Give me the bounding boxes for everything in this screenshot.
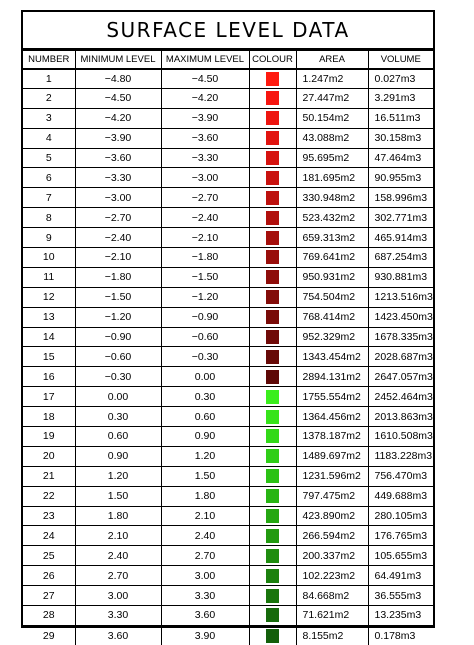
row-number: 26: [23, 566, 75, 586]
minimum-level: −3.90: [75, 128, 161, 148]
row-number: 10: [23, 248, 75, 268]
volume-value: 0.027m3: [368, 69, 433, 89]
colour-cell: [249, 546, 296, 566]
colour-cell: [249, 128, 296, 148]
maximum-level: 0.30: [161, 387, 249, 407]
table-row: [23, 486, 433, 506]
area-value: 754.504m2: [296, 287, 368, 307]
maximum-level: −3.00: [161, 168, 249, 188]
colour-cell: [249, 248, 296, 268]
colour-swatch: [266, 91, 279, 105]
colour-cell: [249, 606, 296, 626]
colour-swatch: [266, 111, 279, 125]
row-number: 7: [23, 188, 75, 208]
minimum-level: −3.30: [75, 168, 161, 188]
area-value: 200.337m2: [296, 546, 368, 566]
header-row: [23, 51, 433, 69]
minimum-level: 3.60: [75, 625, 161, 645]
row-number: 16: [23, 367, 75, 387]
data-table: [23, 50, 433, 645]
colour-cell: [249, 427, 296, 447]
surface-level-table: [21, 10, 435, 628]
colour-cell: [249, 347, 296, 367]
table-row: [23, 446, 433, 466]
row-number: 18: [23, 407, 75, 427]
colour-cell: [249, 526, 296, 546]
row-number: 15: [23, 347, 75, 367]
volume-value: 105.655m3: [368, 546, 433, 566]
volume-value: 465.914m3: [368, 228, 433, 248]
row-number: 1: [23, 69, 75, 89]
area-value: 330.948m2: [296, 188, 368, 208]
colour-cell: [249, 287, 296, 307]
maximum-level: 3.00: [161, 566, 249, 586]
volume-value: 1183.228m3: [368, 446, 433, 466]
maximum-level: −3.90: [161, 108, 249, 128]
row-number: 9: [23, 228, 75, 248]
row-number: 11: [23, 267, 75, 287]
volume-value: 280.105m3: [368, 506, 433, 526]
colour-swatch: [266, 390, 279, 404]
maximum-level: −1.50: [161, 267, 249, 287]
colour-swatch: [266, 569, 279, 583]
colour-swatch: [266, 608, 279, 622]
table-row: [23, 367, 433, 387]
row-number: 27: [23, 586, 75, 606]
minimum-level: −4.50: [75, 88, 161, 108]
area-value: 1364.456m2: [296, 407, 368, 427]
row-number: 5: [23, 148, 75, 168]
header-volume: VOLUME: [368, 51, 433, 69]
colour-swatch: [266, 171, 279, 185]
colour-swatch: [266, 310, 279, 324]
table-row: [23, 168, 433, 188]
colour-cell: [249, 566, 296, 586]
row-number: 3: [23, 108, 75, 128]
maximum-level: 3.90: [161, 625, 249, 645]
colour-cell: [249, 228, 296, 248]
volume-value: 2452.464m3: [368, 387, 433, 407]
table-row: [23, 69, 433, 89]
table-row: [23, 625, 433, 645]
area-value: 84.668m2: [296, 586, 368, 606]
header-area: AREA: [296, 51, 368, 69]
colour-swatch: [266, 549, 279, 563]
area-value: 1755.554m2: [296, 387, 368, 407]
row-number: 20: [23, 446, 75, 466]
volume-value: 687.254m3: [368, 248, 433, 268]
row-number: 22: [23, 486, 75, 506]
area-value: 1.247m2: [296, 69, 368, 89]
area-value: 950.931m2: [296, 267, 368, 287]
maximum-level: −1.80: [161, 248, 249, 268]
area-value: 102.223m2: [296, 566, 368, 586]
volume-value: 47.464m3: [368, 148, 433, 168]
maximum-level: 0.00: [161, 367, 249, 387]
volume-value: 90.955m3: [368, 168, 433, 188]
header-number: NUMBER: [23, 51, 75, 69]
colour-cell: [249, 407, 296, 427]
maximum-level: −3.60: [161, 128, 249, 148]
volume-value: 0.178m3: [368, 625, 433, 645]
area-value: 1489.697m2: [296, 446, 368, 466]
minimum-level: −1.20: [75, 307, 161, 327]
maximum-level: −4.50: [161, 69, 249, 89]
minimum-level: −1.80: [75, 267, 161, 287]
maximum-level: 2.40: [161, 526, 249, 546]
colour-swatch: [266, 350, 279, 364]
maximum-level: 2.10: [161, 506, 249, 526]
maximum-level: 0.60: [161, 407, 249, 427]
row-number: 12: [23, 287, 75, 307]
minimum-level: −2.40: [75, 228, 161, 248]
row-number: 6: [23, 168, 75, 188]
volume-value: 2028.687m3: [368, 347, 433, 367]
minimum-level: −2.10: [75, 248, 161, 268]
row-number: 14: [23, 327, 75, 347]
minimum-level: 0.00: [75, 387, 161, 407]
colour-cell: [249, 208, 296, 228]
minimum-level: −4.20: [75, 108, 161, 128]
table-row: [23, 586, 433, 606]
maximum-level: −4.20: [161, 88, 249, 108]
area-value: 769.641m2: [296, 248, 368, 268]
colour-swatch: [266, 270, 279, 284]
minimum-level: 3.00: [75, 586, 161, 606]
table-row: [23, 427, 433, 447]
maximum-level: 0.90: [161, 427, 249, 447]
table-row: [23, 606, 433, 626]
maximum-level: −0.90: [161, 307, 249, 327]
colour-cell: [249, 108, 296, 128]
volume-value: 449.688m3: [368, 486, 433, 506]
minimum-level: −1.50: [75, 287, 161, 307]
table-row: [23, 128, 433, 148]
maximum-level: 2.70: [161, 546, 249, 566]
minimum-level: 0.30: [75, 407, 161, 427]
volume-value: 756.470m3: [368, 466, 433, 486]
minimum-level: −4.80: [75, 69, 161, 89]
colour-cell: [249, 148, 296, 168]
minimum-level: −3.60: [75, 148, 161, 168]
table-row: [23, 108, 433, 128]
colour-swatch: [266, 211, 279, 225]
volume-value: 2647.057m3: [368, 367, 433, 387]
colour-swatch: [266, 191, 279, 205]
minimum-level: 2.70: [75, 566, 161, 586]
colour-swatch: [266, 330, 279, 344]
table-row: [23, 546, 433, 566]
colour-swatch: [266, 429, 279, 443]
colour-cell: [249, 387, 296, 407]
maximum-level: −0.30: [161, 347, 249, 367]
area-value: 50.154m2: [296, 108, 368, 128]
volume-value: 158.996m3: [368, 188, 433, 208]
row-number: 17: [23, 387, 75, 407]
maximum-level: −3.30: [161, 148, 249, 168]
minimum-level: −0.60: [75, 347, 161, 367]
area-value: 523.432m2: [296, 208, 368, 228]
minimum-level: 2.10: [75, 526, 161, 546]
table-row: [23, 506, 433, 526]
header-minimum-level: MINIMUM LEVEL: [75, 51, 161, 69]
volume-value: 2013.863m3: [368, 407, 433, 427]
maximum-level: 1.50: [161, 466, 249, 486]
volume-value: 1678.335m3: [368, 327, 433, 347]
row-number: 28: [23, 606, 75, 626]
colour-swatch: [266, 469, 279, 483]
colour-swatch: [266, 489, 279, 503]
colour-swatch: [266, 151, 279, 165]
row-number: 24: [23, 526, 75, 546]
volume-value: 1213.516m3: [368, 287, 433, 307]
row-number: 2: [23, 88, 75, 108]
table-row: [23, 228, 433, 248]
maximum-level: 1.80: [161, 486, 249, 506]
minimum-level: 2.40: [75, 546, 161, 566]
volume-value: 64.491m3: [368, 566, 433, 586]
table-row: [23, 248, 433, 268]
colour-swatch: [266, 231, 279, 245]
area-value: 1231.596m2: [296, 466, 368, 486]
table-row: [23, 148, 433, 168]
colour-swatch: [266, 131, 279, 145]
row-number: 21: [23, 466, 75, 486]
row-number: 4: [23, 128, 75, 148]
table-row: [23, 466, 433, 486]
area-value: 1378.187m2: [296, 427, 368, 447]
area-value: 27.447m2: [296, 88, 368, 108]
table-row: [23, 267, 433, 287]
maximum-level: −2.10: [161, 228, 249, 248]
row-number: 29: [23, 625, 75, 645]
colour-cell: [249, 88, 296, 108]
volume-value: 13.235m3: [368, 606, 433, 626]
area-value: 95.695m2: [296, 148, 368, 168]
colour-swatch: [266, 290, 279, 304]
area-value: 423.890m2: [296, 506, 368, 526]
colour-cell: [249, 69, 296, 89]
table-row: [23, 347, 433, 367]
area-value: 768.414m2: [296, 307, 368, 327]
colour-swatch: [266, 370, 279, 384]
area-value: 659.313m2: [296, 228, 368, 248]
maximum-level: −1.20: [161, 287, 249, 307]
table-row: [23, 307, 433, 327]
colour-cell: [249, 367, 296, 387]
table-row: [23, 208, 433, 228]
row-number: 25: [23, 546, 75, 566]
minimum-level: 0.90: [75, 446, 161, 466]
minimum-level: 0.60: [75, 427, 161, 447]
maximum-level: 1.20: [161, 446, 249, 466]
colour-cell: [249, 506, 296, 526]
row-number: 8: [23, 208, 75, 228]
volume-value: 30.158m3: [368, 128, 433, 148]
minimum-level: −0.30: [75, 367, 161, 387]
row-number: 19: [23, 427, 75, 447]
colour-swatch: [266, 629, 279, 643]
colour-cell: [249, 267, 296, 287]
maximum-level: −0.60: [161, 327, 249, 347]
area-value: 2894.131m2: [296, 367, 368, 387]
colour-swatch: [266, 449, 279, 463]
volume-value: 930.881m3: [368, 267, 433, 287]
minimum-level: −3.00: [75, 188, 161, 208]
table-row: [23, 188, 433, 208]
area-value: 952.329m2: [296, 327, 368, 347]
colour-cell: [249, 188, 296, 208]
minimum-level: 1.20: [75, 466, 161, 486]
maximum-level: 3.30: [161, 586, 249, 606]
maximum-level: 3.60: [161, 606, 249, 626]
area-value: 181.695m2: [296, 168, 368, 188]
colour-cell: [249, 307, 296, 327]
area-value: 1343.454m2: [296, 347, 368, 367]
area-value: 71.621m2: [296, 606, 368, 626]
colour-swatch: [266, 250, 279, 264]
minimum-level: 3.30: [75, 606, 161, 626]
table-row: [23, 387, 433, 407]
minimum-level: 1.80: [75, 506, 161, 526]
colour-swatch: [266, 72, 279, 86]
row-number: 13: [23, 307, 75, 327]
header-maximum-level: MAXIMUM LEVEL: [161, 51, 249, 69]
area-value: 8.155m2: [296, 625, 368, 645]
colour-swatch: [266, 509, 279, 523]
table-row: [23, 526, 433, 546]
colour-cell: [249, 327, 296, 347]
volume-value: 302.771m3: [368, 208, 433, 228]
maximum-level: −2.70: [161, 188, 249, 208]
colour-cell: [249, 625, 296, 645]
minimum-level: −2.70: [75, 208, 161, 228]
colour-cell: [249, 446, 296, 466]
table-row: [23, 566, 433, 586]
volume-value: 1423.450m3: [368, 307, 433, 327]
colour-cell: [249, 168, 296, 188]
volume-value: 36.555m3: [368, 586, 433, 606]
row-number: 23: [23, 506, 75, 526]
colour-cell: [249, 586, 296, 606]
colour-swatch: [266, 410, 279, 424]
table-row: [23, 287, 433, 307]
colour-swatch: [266, 529, 279, 543]
header-colour: COLOUR: [249, 51, 296, 69]
table-row: [23, 407, 433, 427]
colour-swatch: [266, 589, 279, 603]
table-title: SURFACE LEVEL DATA: [23, 12, 433, 50]
volume-value: 1610.508m3: [368, 427, 433, 447]
volume-value: 16.511m3: [368, 108, 433, 128]
volume-value: 176.765m3: [368, 526, 433, 546]
table-row: [23, 88, 433, 108]
area-value: 43.088m2: [296, 128, 368, 148]
table-body: [23, 69, 433, 645]
minimum-level: −0.90: [75, 327, 161, 347]
minimum-level: 1.50: [75, 486, 161, 506]
table-row: [23, 327, 433, 347]
maximum-level: −2.40: [161, 208, 249, 228]
area-value: 266.594m2: [296, 526, 368, 546]
colour-cell: [249, 486, 296, 506]
area-value: 797.475m2: [296, 486, 368, 506]
colour-cell: [249, 466, 296, 486]
volume-value: 3.291m3: [368, 88, 433, 108]
